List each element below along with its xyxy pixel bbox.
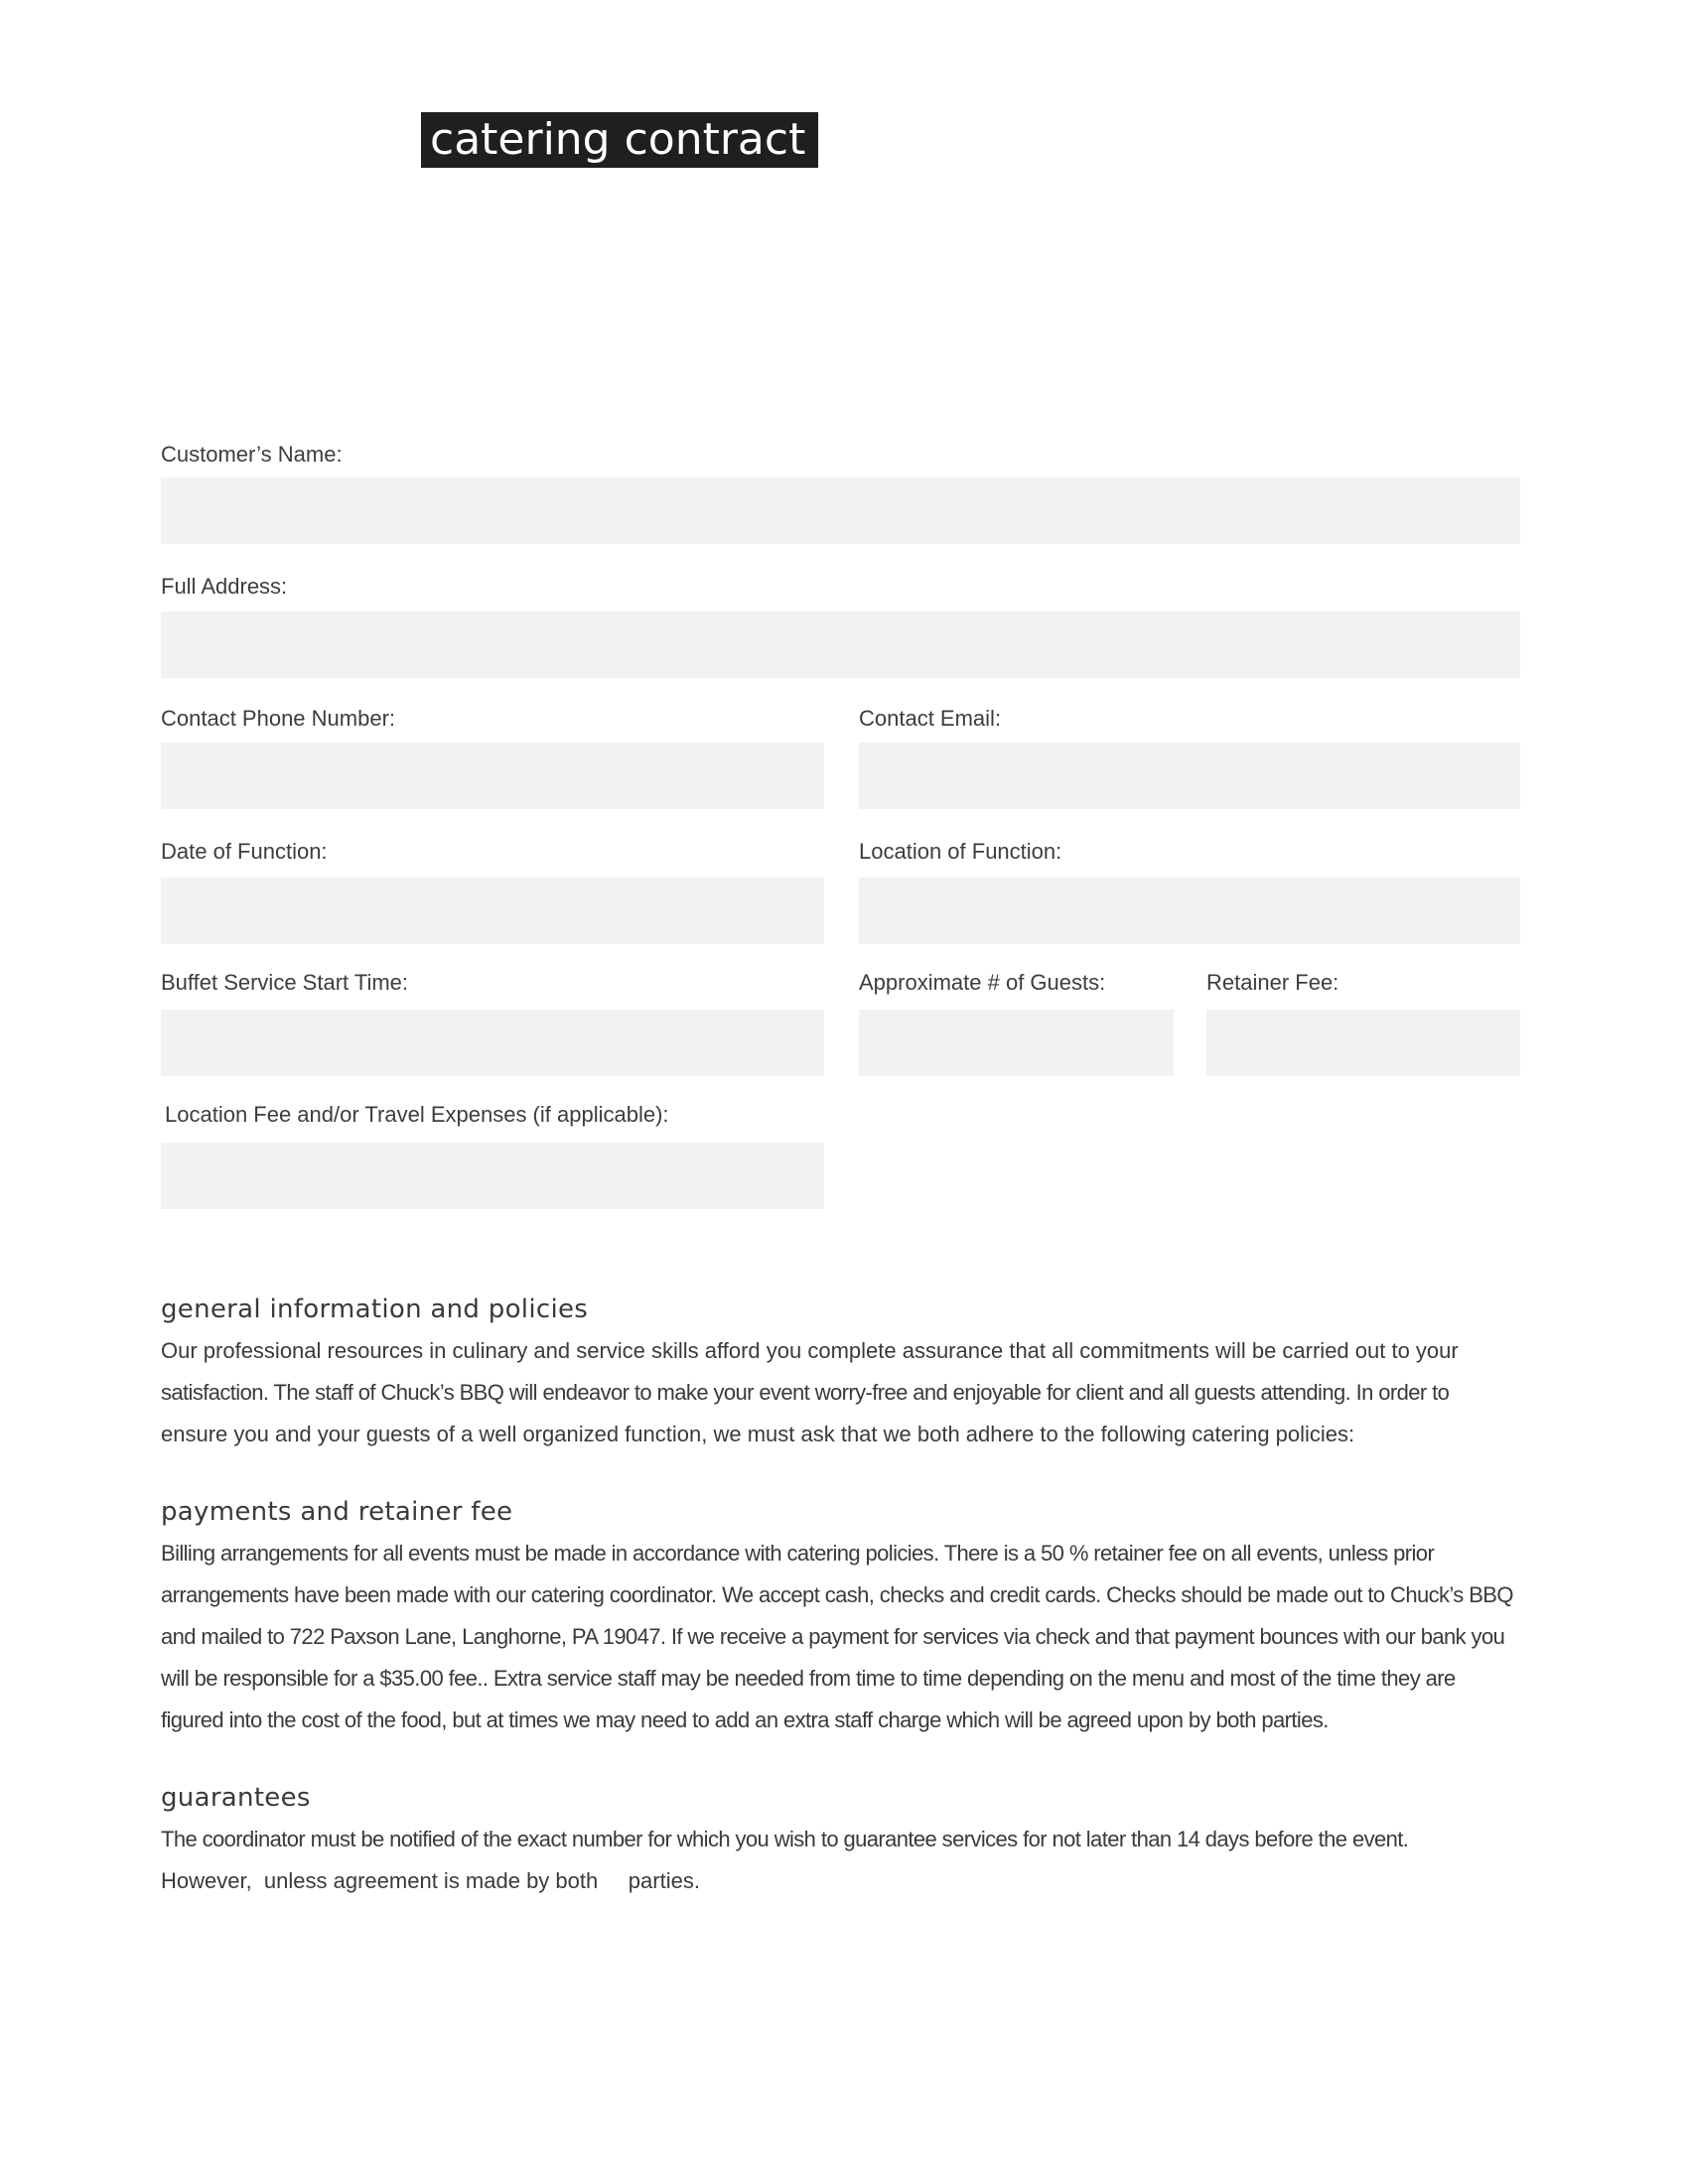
general-policies-heading: general information and policies [161, 1295, 589, 1324]
location-fee-field[interactable] [161, 1143, 824, 1209]
general-policies-text [161, 1330, 1531, 1455]
buffet-start-time-field[interactable] [161, 1010, 824, 1076]
approx-guests-field[interactable] [859, 1010, 1174, 1076]
payments-heading: payments and retainer fee [161, 1497, 513, 1527]
location-of-function-field[interactable] [859, 878, 1520, 944]
paragraph-line: arrangements have been made with our catering coordinator. We accept cash, checks and credit cards. Checks should be made out to Chuck’s BBQ [161, 1582, 1513, 1607]
paragraph-line: However, unless agreement is made by both parties. [161, 1868, 700, 1893]
location-fee-label: Location Fee and/or Travel Expenses (if applicable): [165, 1102, 669, 1127]
customer-name-label: Customer’s Name: [161, 442, 343, 467]
full-address-field[interactable] [161, 612, 1520, 678]
paragraph-line: Billing arrangements for all events must be made in accordance with catering policies. There is a 50 % retainer fee on all events, unless prior [161, 1541, 1435, 1566]
payments-section [161, 1495, 1531, 1741]
contact-email-label: Contact Email: [859, 706, 1002, 731]
buffet-start-time-label: Buffet Service Start Time: [161, 970, 409, 995]
paragraph-line: figured into the cost of the food, but at times we may need to add an extra staff charge which will be agreed upon by both parties. [161, 1707, 1329, 1732]
contact-phone-label: Contact Phone Number: [161, 706, 396, 731]
guarantees-heading: guarantees [161, 1783, 311, 1813]
contact-phone-field[interactable] [161, 743, 824, 809]
date-of-function-field[interactable] [161, 878, 824, 944]
general-policies-section [161, 1293, 1531, 1455]
paragraph-line: will be responsible for a $35.00 fee.. Extra service staff may be needed from time to time depending on the menu and most of the time they are [161, 1666, 1456, 1691]
page-title: catering contract [421, 112, 818, 168]
retainer-fee-label: Retainer Fee: [1206, 970, 1339, 995]
payments-text [161, 1533, 1531, 1741]
guarantees-text [161, 1819, 1531, 1902]
full-address-label: Full Address: [161, 574, 288, 599]
location-of-function-label: Location of Function: [859, 839, 1062, 864]
paragraph-line: and mailed to 722 Paxson Lane, Langhorne, PA 19047. If we receive a payment for services via check and that payment bounces with our bank you [161, 1624, 1505, 1649]
approx-guests-label: Approximate # of Guests: [859, 970, 1106, 995]
paragraph-line: Our professional resources in culinary and service skills afford you complete assurance that all commitments will be carried out to your [161, 1338, 1459, 1363]
paragraph-line: ensure you and your guests of a well organized function, we must ask that we both adhere to the following catering policies: [161, 1422, 1355, 1446]
guarantees-section [161, 1781, 1531, 1902]
date-of-function-label: Date of Function: [161, 839, 328, 864]
retainer-fee-field[interactable] [1206, 1010, 1520, 1076]
contact-email-field[interactable] [859, 743, 1520, 809]
paragraph-line: satisfaction. The staff of Chuck’s BBQ will endeavor to make your event worry-free and enjoyable for client and all guests attending. In order to [161, 1380, 1450, 1405]
paragraph-line: The coordinator must be notified of the exact number for which you wish to guarantee services for not later than 14 days before the event. [161, 1827, 1409, 1851]
customer-name-field[interactable] [161, 478, 1520, 544]
